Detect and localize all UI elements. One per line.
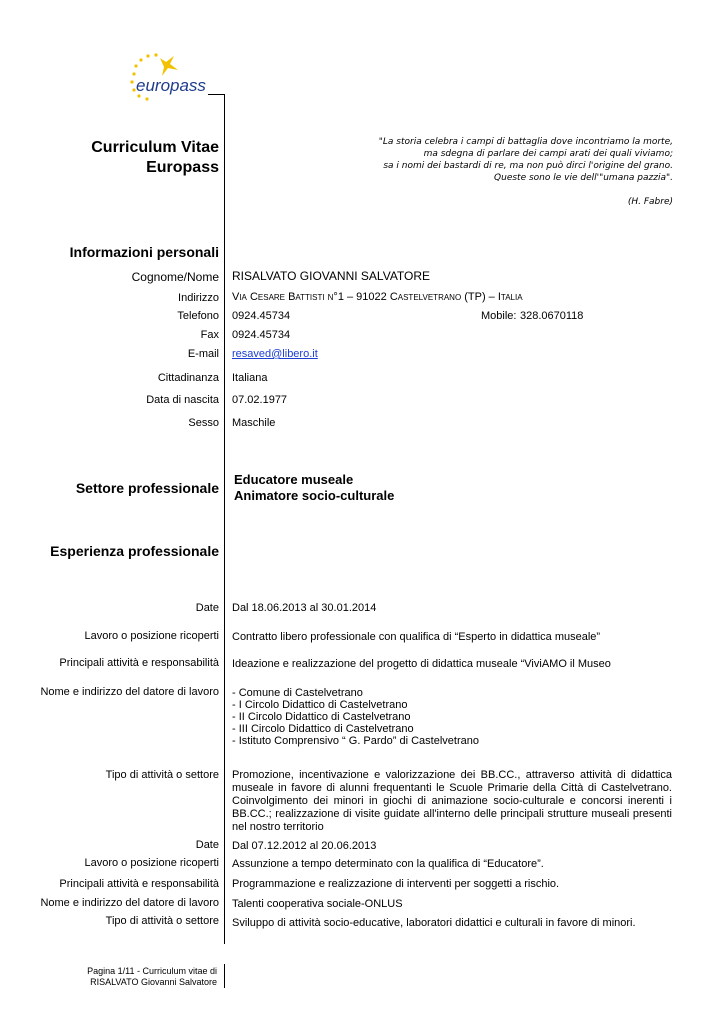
epigraph-quote	[343, 136, 673, 208]
fax-value: 0924.45734	[232, 329, 291, 341]
job-employer: Talenti cooperativa sociale-ONLUS	[232, 898, 403, 910]
list-item: - I Circolo Didattico di Castelvetrano	[232, 699, 408, 711]
section-heading-personal: Informazioni personali	[69, 244, 219, 260]
name-value: RISALVATO GIOVANNI SALVATORE	[232, 269, 431, 283]
type-label: Tipo di attività o settore	[105, 769, 219, 781]
page-title-line2: Europass	[146, 159, 219, 176]
list-item: - II Circolo Didattico di Castelvetrano	[232, 711, 411, 723]
footer-author: RISALVATO Giovanni Salvatore	[90, 977, 217, 987]
address-value: Via Cesare Battisti n°1 – 91022 Castelvetrano (TP) – Italia	[232, 291, 523, 303]
footer-divider	[224, 964, 225, 988]
page-footer	[87, 966, 217, 988]
birth-label: Data di nascita	[146, 394, 219, 406]
column-divider-tick	[208, 94, 224, 95]
list-item: - Istituto Comprensivo “ G. Pardo” di Castelvetrano	[232, 735, 479, 747]
sex-value: Maschile	[232, 417, 276, 429]
quote-line: ma sdegna di parlare dei campi arati dei quali viviamo;	[423, 149, 673, 159]
column-divider	[224, 94, 225, 944]
phone-value: 0924.45734	[232, 310, 291, 322]
job-activities: Programmazione e realizzazione di interventi per soggetti a rischio.	[232, 878, 560, 890]
position-label: Lavoro o posizione ricoperti	[84, 857, 219, 869]
europass-logo-text: europass	[136, 76, 206, 95]
email-label: E-mail	[187, 348, 219, 360]
phone-label: Telefono	[177, 310, 219, 322]
sector-value	[234, 472, 394, 504]
job-employer-list	[232, 687, 479, 747]
europass-logo	[122, 52, 214, 102]
job-type: Sviluppo di attività socio-educative, laboratori didattici e culturali in favore di minori.	[232, 917, 636, 929]
quote-line: "La storia celebra i campi di battaglia dove incontriamo la morte,	[378, 137, 673, 147]
citizenship-label: Cittadinanza	[157, 372, 219, 384]
section-heading-experience: Esperienza professionale	[50, 543, 219, 559]
job-activities: Ideazione e realizzazione del progetto di didattica museale “ViviAMO il Museo	[232, 658, 611, 670]
quote-author: (H. Fabre)	[627, 197, 673, 207]
citizenship-value: Italiana	[232, 372, 268, 384]
address-label: Indirizzo	[178, 292, 219, 304]
name-label: Cognome/Nome	[131, 270, 219, 284]
page-title	[91, 138, 219, 178]
employer-label: Nome e indirizzo del datore di lavoro	[40, 686, 219, 698]
list-item: - III Circolo Didattico di Castelvetrano	[232, 723, 414, 735]
footer-page-number: Pagina 1/11 - Curriculum vitae di	[87, 966, 217, 976]
list-item: - Comune di Castelvetrano	[232, 687, 363, 699]
activities-label: Principali attività e responsabilità	[59, 878, 219, 890]
type-label: Tipo di attività o settore	[105, 915, 219, 927]
date-label: Date	[195, 602, 219, 614]
job-type: Promozione, incentivazione e valorizzazione dei BB.CC., attraverso attività di didattica museale in favore di alunni frequentanti le Scuole Primarie della Città di Castelvetrano. Coinvolgimento dei minori in giochi di animazione socio-culturale e concorsi inerenti i BB.CC.; realizzazione di visite guidate all'interno delle principali strutture museali presenti nel nostro territorio	[232, 769, 672, 833]
page-title-line1: Curriculum Vitae	[91, 139, 219, 156]
employer-label: Nome e indirizzo del datore di lavoro	[40, 897, 219, 909]
birth-value: 07.02.1977	[232, 394, 288, 406]
position-label: Lavoro o posizione ricoperti	[84, 630, 219, 642]
section-heading-sector: Settore professionale	[75, 480, 219, 496]
job-position: Contratto libero professionale con qualifica di “Esperto in didattica museale”	[232, 631, 601, 643]
quote-line: Queste sono le vie dell'"umana pazzia".	[494, 173, 673, 183]
fax-label: Fax	[200, 329, 219, 341]
sector-line: Educatore museale	[234, 472, 354, 487]
date-label: Date	[195, 839, 219, 851]
job-position: Assunzione a tempo determinato con la qualifica di “Educatore”.	[232, 858, 544, 870]
sector-line: Animatore socio-culturale	[234, 488, 395, 503]
quote-line: sa i nomi dei bastardi di re, ma non può dirci l'origine del grano.	[383, 161, 673, 171]
activities-label: Principali attività e responsabilità	[59, 657, 219, 669]
job-date: Dal 18.06.2013 al 30.01.2014	[232, 602, 377, 614]
mobile-value: 328.0670118	[520, 310, 584, 322]
sex-label: Sesso	[188, 417, 219, 429]
job-date: Dal 07.12.2012 al 20.06.2013	[232, 840, 377, 852]
email-link[interactable]: resaved@libero.it	[232, 348, 318, 360]
mobile-label: Mobile:	[481, 310, 517, 322]
